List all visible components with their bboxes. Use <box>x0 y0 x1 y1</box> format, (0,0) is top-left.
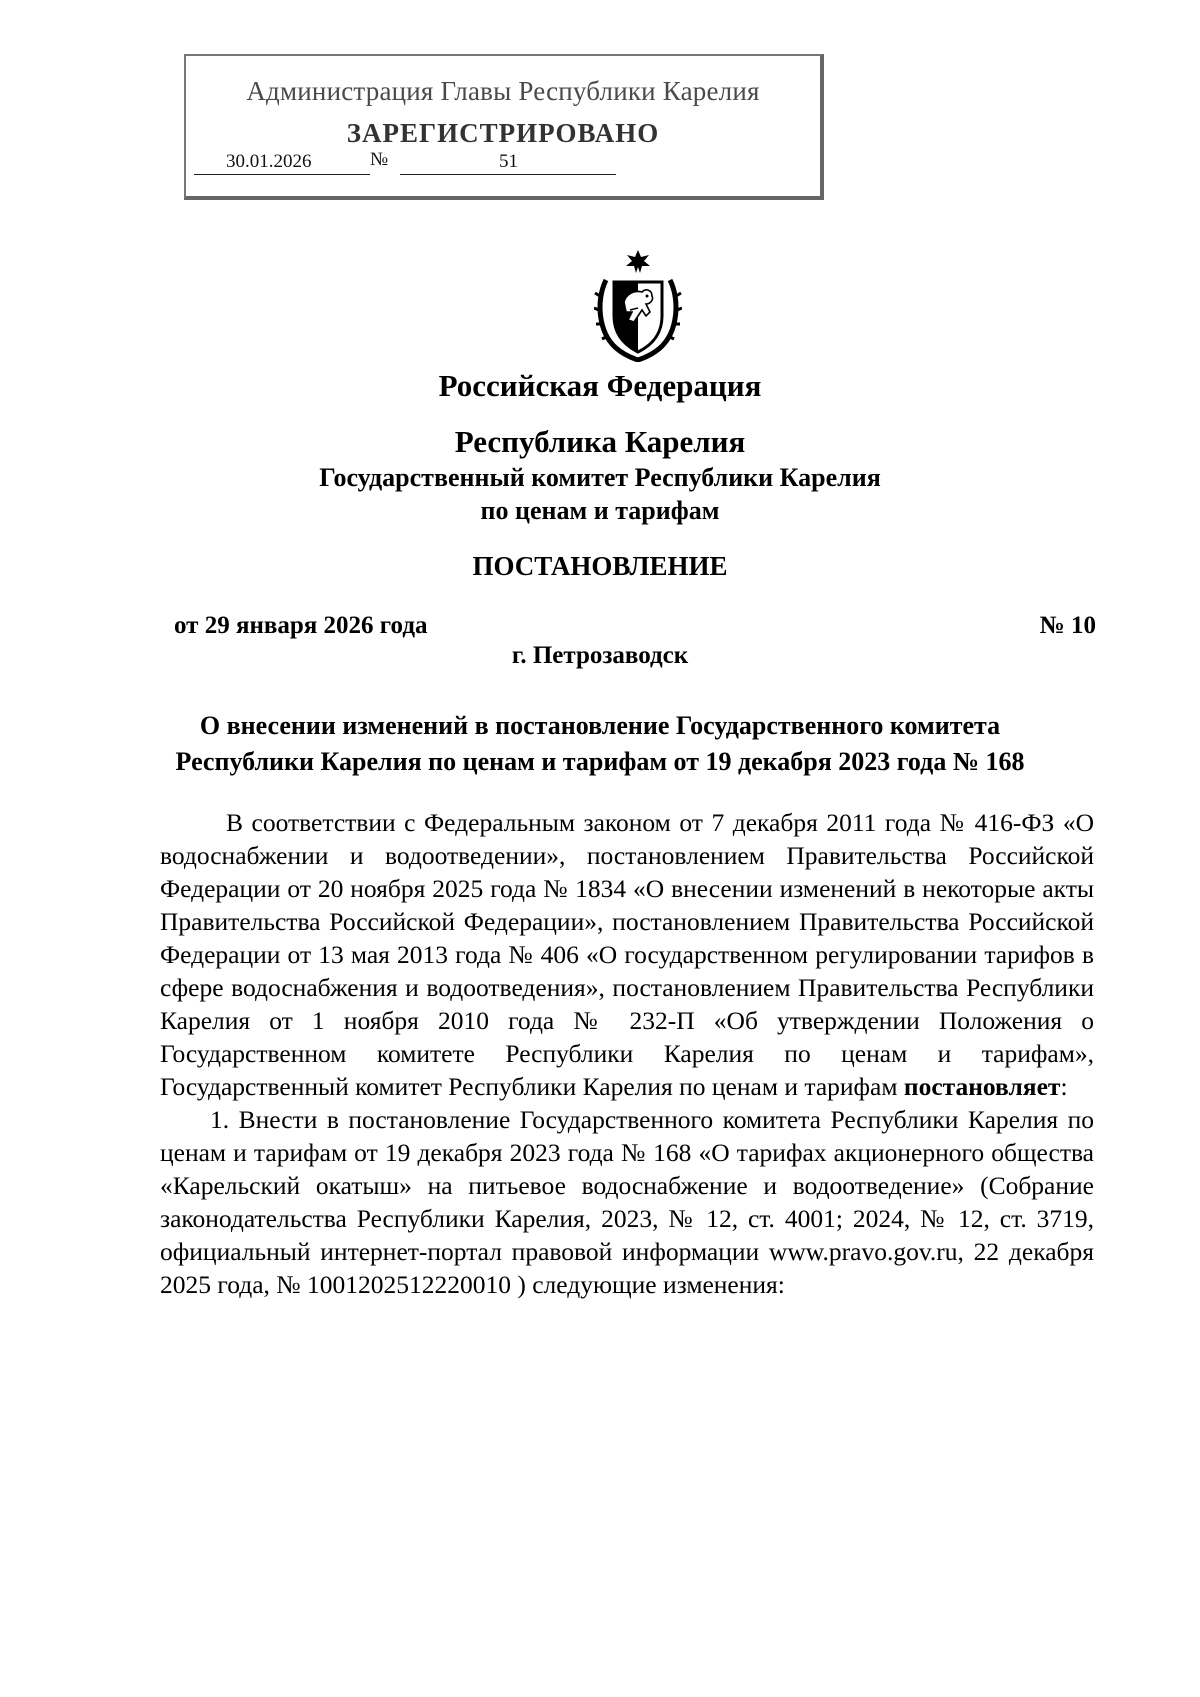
decree-city: г. Петрозаводск <box>511 642 689 669</box>
preamble-paragraph <box>160 806 1094 1103</box>
registration-stamp <box>184 54 824 200</box>
decree-number: № 10 <box>1039 612 1096 639</box>
decree-body <box>160 806 1094 1301</box>
stamp-number-label: № <box>370 149 389 170</box>
stamp-number: 51 <box>499 151 518 172</box>
stamp-authority: Администрация Главы Республики Карелия <box>246 76 760 106</box>
republic-heading: Республика Карелия <box>454 424 746 459</box>
committee-heading-line1: Государственный комитет Республики Карелия <box>319 463 881 492</box>
preamble-bold-verb: постановляет <box>903 1072 1061 1101</box>
decree-subject <box>0 708 1200 780</box>
committee-heading-line2: по ценам и тарифам <box>480 496 720 525</box>
preamble-text: В соответствии с Федеральным законом от 7 декабря 2011 года № 416-ФЗ «О водоснабжении и водоотведении», постановлением Правительства Российской Федерации от 20 ноября 2025 года № 1834 «О внесении изменений в некоторые акты Правительства Российской Федерации», постановлением Правительства Российской Федерации от 13 мая 2013 года № 406 «О государственном регулировании тарифов в сфере водоснабжения и водоотведения», постановлением Правительства Республики Карелия от 1 ноября 2010 года № 232-П «Об утверждении Положения о Государственном комитете Республики Карелия по ценам и тарифам», Государственный комитет Республики Карелия по ценам и тарифам <box>160 808 1094 1101</box>
stamp-status: ЗАРЕГИСТРИРОВАНО <box>346 118 660 148</box>
stamp-date-underline <box>194 174 370 175</box>
item-1-paragraph: 1. Внести в постановление Государственного комитета Республики Карелия по ценам и тарифам от 19 декабря 2023 года № 168 «О тарифах акционерного общества «Карельский окатыш» на питьевое водоснабжение и водоотведение» (Собрание законодательства Республики Карелия, 2023, № 12, ст. 4001; 2024, № 12, ст. 3719, официальный интернет-портал правовой информации www.pravo.gov.ru, 22 декабря 2025 года, № 1001202512220010 ) следующие изменения: <box>160 1105 1094 1299</box>
stamp-number-underline <box>400 174 616 175</box>
preamble-end: : <box>1060 1072 1068 1101</box>
coat-of-arms-emblem <box>594 250 682 362</box>
subject-line2: Республики Карелия по ценам и тарифам от 19 декабря 2023 года № 168 <box>175 747 1025 776</box>
stamp-date: 30.01.2026 <box>226 151 312 172</box>
country-heading: Российская Федерация <box>438 368 762 403</box>
document-type-heading: ПОСТАНОВЛЕНИЕ <box>472 551 728 581</box>
subject-line1: О внесении изменений в постановление Государственного комитета <box>199 711 1001 740</box>
decree-date: от 29 января 2026 года <box>174 612 428 639</box>
